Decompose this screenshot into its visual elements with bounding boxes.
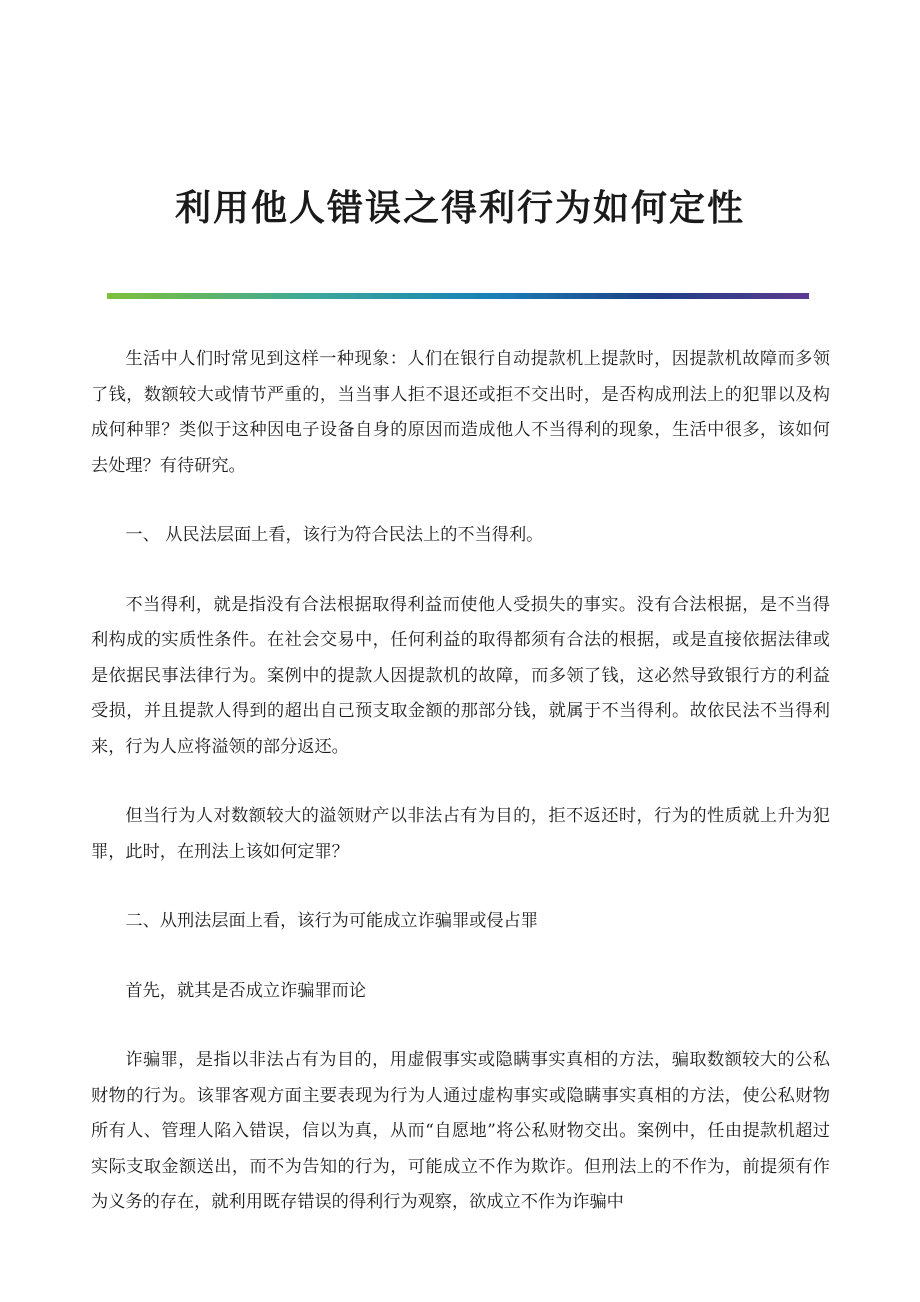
paragraph-intro: 生活中人们时常见到这样一种现象：人们在银行自动提款机上提款时，因提款机故障而多领了钱，数额较大或情节严重的，当当事人拒不退还或拒不交出时，是否构成刑法上的犯罪以及构成何种罪？类似于这种因电子设备自身的原因而造成他人不当得利的现象，生活中很多，该如何去处理？有待研究。 <box>91 349 830 476</box>
document-body <box>91 342 830 1221</box>
title-divider <box>107 293 809 299</box>
paragraph-unjust-enrichment: 不当得利，就是指没有合法根据取得利益而使他人受损失的事实。没有合法根据，是不当得利构成的实质性条件。在社会交易中，任何利益的取得都须有合法的根据，或是直接依据法律或是依据民事法律行为。案例中的提款人因提款机的故障，而多领了钱，这必然导致银行方的利益受损，并且提款人得到的超出自己预支取金额的那部分钱，就属于不当得利。故依民法不当得利来，行为人应将溢领的部分返还。 <box>91 594 830 757</box>
section-heading-civil-law: 一、 从民法层面上看，该行为符合民法上的不当得利。 <box>125 525 544 545</box>
subheading-fraud: 首先，就其是否成立诈骗罪而论 <box>125 980 367 1001</box>
paragraph-criminal-question: 但当行为人对数额较大的溢领财产以非法占有为目的，拒不返还时，行为的性质就上升为犯罪，此时，在刑法上该如何定罪？ <box>91 806 830 862</box>
document-title: 利用他人错误之得利行为如何定性 <box>174 187 745 229</box>
section-heading-criminal-law: 二、从刑法层面上看，该行为可能成立诈骗罪或侵占罪 <box>125 911 538 931</box>
paragraph-fraud-definition: 诈骗罪，是指以非法占有为目的，用虚假事实或隐瞒事实真相的方法，骗取数额较大的公私财物的行为。该罪客观方面主要表现为行为人通过虚构事实或隐瞒事实真相的方法，使公私财物所有人、管理人陷入错误，信以为真，从而“自愿地”将公私财物交出。案例中，任由提款机超过实际支取金额送出，而不为告知的行为，可能成立不作为欺诈。但刑法上的不作为，前提须有作为义务的存在，就利用既存错误的得利行为观察，欲成立不作为诈骗中 <box>91 1050 830 1212</box>
